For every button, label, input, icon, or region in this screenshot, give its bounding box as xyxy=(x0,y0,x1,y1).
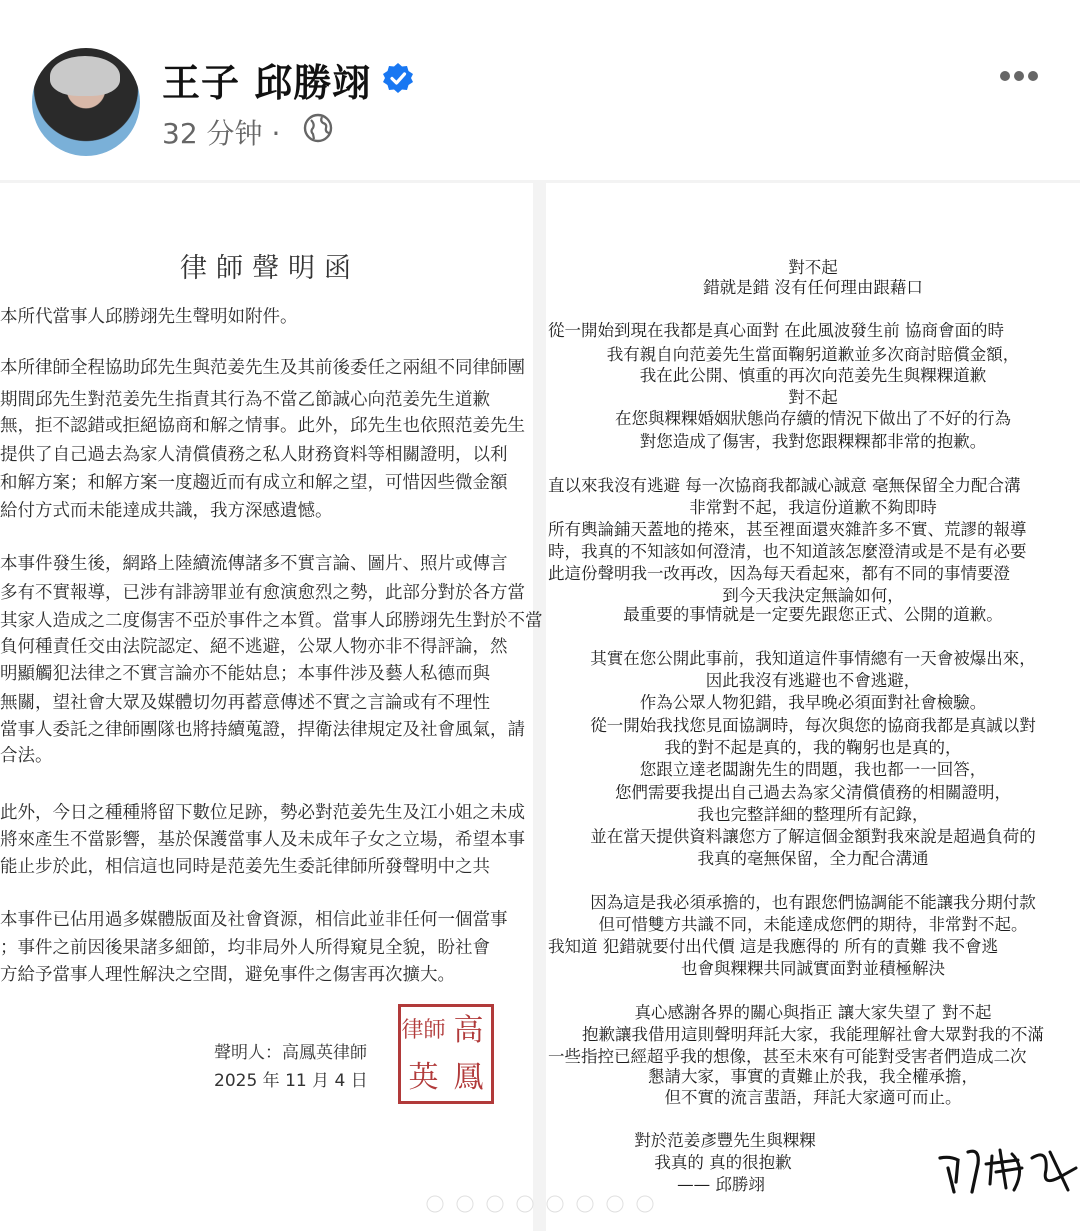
letter-line: 我在此公開、慎重的再次向范姜先生與粿粿道歉 xyxy=(639,366,987,385)
statement-line: 無，拒不認錯或拒絕協商和解之情事。此外，邱先生也依照范姜先生 xyxy=(0,416,525,436)
statement-line: 負何種責任交由法院認定、絕不逃避，公眾人物亦非不得評論，然 xyxy=(0,637,508,657)
post-time-text[interactable]: 32 分钟 xyxy=(162,117,263,150)
seal-char: 英 xyxy=(408,1059,439,1095)
statement-line: 多有不實報導，已涉有誹謗罪並有愈演愈烈之勢，此部分對於各方當 xyxy=(0,583,525,603)
verified-badge-icon xyxy=(382,62,414,94)
statement-line: 無關，望社會大眾及媒體切勿再蓄意傳述不實之言論或有不理性 xyxy=(0,693,490,713)
letter-line: 直以來我沒有逃避 每一次協商我都誠心誠意 毫無保留全力配合溝 xyxy=(548,476,1021,495)
letter-line: 從一開始我找您見面協調時，每次與您的協商我都是真誠以對 xyxy=(590,716,1036,735)
image-pagination-dots[interactable] xyxy=(415,1192,665,1216)
letter-line: 我的對不起是真的，我的鞠躬也是真的， xyxy=(664,738,962,757)
seal-char: 高 xyxy=(453,1012,484,1048)
letter-line: 非常對不起，我這份道歉不夠即時 xyxy=(689,498,937,517)
statement-line: 本事件發生後，網路上陸續流傳諸多不實言論、圖片、照片或傳言 xyxy=(0,554,508,574)
letter-line: 我知道 犯錯就要付出代價 這是我應得的 所有的責難 我不會逃 xyxy=(548,937,998,956)
letter-line: 我真的毫無保留，全力配合溝通 xyxy=(697,849,929,868)
letter-line: 從一開始到現在我都是真心面對 在此風波發生前 協商會面的時 xyxy=(548,321,1004,340)
statement-line: 提供了自己過去為家人清償債務之私人財務資料等相關證明，以利 xyxy=(0,445,508,465)
letter-line: 到今天我決定無論如何， xyxy=(722,586,904,605)
meta-separator: · xyxy=(271,117,281,150)
letter-line: 對不起 xyxy=(788,258,838,277)
letter-line: 錯就是錯 沒有任何理由跟藉口 xyxy=(703,278,923,297)
letter-line: 在您與粿粿婚姻狀態尚存續的情況下做出了不好的行為 xyxy=(615,409,1011,428)
statement-line: 本事件已佔用過多媒體版面及社會資源，相信此並非任何一個當事 xyxy=(0,910,508,930)
statement-line: 方給予當事人理性解決之空間，避免事件之傷害再次擴大。 xyxy=(0,965,455,985)
statement-line: 將來產生不當影響，基於保護當事人及未成年子女之立場，希望本事 xyxy=(0,830,525,850)
globe-icon xyxy=(302,112,334,144)
letter-line: 我也完整詳細的整理所有記錄， xyxy=(697,805,929,824)
avatar[interactable] xyxy=(32,48,140,156)
statement-line: 能止步於此，相信這也同時是范姜先生委託律師所發聲明中之共 xyxy=(0,857,490,877)
seal-char: 律師 xyxy=(401,1017,446,1043)
letter-line: 作為公眾人物犯錯，我早晚必須面對社會檢驗。 xyxy=(639,693,987,712)
letter-line: 對於范姜彥豐先生與粿粿 xyxy=(634,1131,816,1150)
letter-line: 時，我真的不知該如何澄清，也不知道該怎麼澄清或是不是有必要 xyxy=(548,542,1027,561)
letter-line: 但可惜雙方共識不同，未能達成您們的期待，非常對不起。 xyxy=(598,915,1028,934)
letter-line: 其實在您公開此事前，我知道這件事情總有一天會被爆出來， xyxy=(590,649,1036,668)
statement-line: 當事人委託之律師團隊也將持續蒐證，捍衛法律規定及社會風氣，請 xyxy=(0,720,525,740)
letter-line: 我真的 真的很抱歉 xyxy=(654,1153,792,1172)
statement-line: 給付方式而未能達成共識，我方深感遺憾。 xyxy=(0,501,333,521)
statement-line: 合法。 xyxy=(0,746,53,766)
letter-line: 但不實的流言蜚語，拜託大家適可而止。 xyxy=(664,1088,962,1107)
post-time[interactable] xyxy=(162,112,280,152)
letter-line: 因此我沒有逃避也不會逃避， xyxy=(705,671,921,690)
letter-line: 此這份聲明我一改再改，因為每天看起來，都有不同的事情要澄 xyxy=(548,564,1010,583)
letter-line: 也會與粿粿共同誠實面對並積極解決 xyxy=(681,959,945,978)
statement-line: 明顯觸犯法律之不實言論亦不能姑息；本事件涉及藝人私德而與 xyxy=(0,664,490,684)
seal-char: 鳳 xyxy=(453,1059,484,1095)
letter-line: 對不起 xyxy=(788,388,838,407)
lawyer-seal xyxy=(398,1004,494,1104)
letter-line: 所有輿論鋪天蓋地的捲來，甚至裡面還夾雜許多不實、荒謬的報導 xyxy=(548,520,1027,539)
statement-line: 期間邱先生對范姜先生指責其行為不當乙節誠心向范姜先生道歉 xyxy=(0,390,490,410)
letter-line: 因為這是我必須承擔的，也有跟您們協調能不能讓我分期付款 xyxy=(590,893,1036,912)
statement-date: 2025 年 11 月 4 日 xyxy=(214,1071,368,1091)
statement-title: 律師聲明函 xyxy=(180,253,360,284)
author-name[interactable]: 王子 邱勝翊 xyxy=(162,61,372,105)
letter-line: 真心感謝各界的關心與指正 讓大家失望了 對不起 xyxy=(634,1003,992,1022)
statement-signer: 聲明人：高鳳英律師 xyxy=(214,1043,367,1063)
letter-line: 您們需要我提出自己過去為家父清償債務的相關證明， xyxy=(615,783,1011,802)
letter-line: —— 邱勝翊 xyxy=(677,1175,765,1194)
letter-line: 對您造成了傷害，我對您跟粿粿都非常的抱歉。 xyxy=(639,432,987,451)
statement-line: ；事件之前因後果諸多細節，均非局外人所得窺見全貌，盼社會 xyxy=(0,938,490,958)
letter-line: 最重要的事情就是一定要先跟您正式、公開的道歉。 xyxy=(623,605,1003,624)
letter-line: 一些指控已經超乎我的想像，甚至未來有可能對受害者們造成二次 xyxy=(548,1047,1027,1066)
statement-line: 和解方案；和解方案一度趨近而有成立和解之望，可惜因些微金額 xyxy=(0,473,508,493)
statement-line: 此外，今日之種種將留下數位足跡，勢必對范姜先生及江小姐之未成 xyxy=(0,803,525,823)
statement-line: 本所代當事人邱勝翊先生聲明如附件。 xyxy=(0,307,298,327)
handwritten-signature xyxy=(930,1138,1080,1196)
letter-line: 您跟立達老闆謝先生的問題，我也都一一回答， xyxy=(639,760,987,779)
letter-line: 抱歉讓我借用這則聲明拜託大家，我能理解社會大眾對我的不滿 xyxy=(582,1025,1044,1044)
statement-line: 其家人造成之二度傷害不亞於事件之本質。當事人邱勝翊先生對於不當 xyxy=(0,611,543,631)
letter-line: 我有親自向范姜先生當面鞠躬道歉並多次商討賠償金額， xyxy=(606,345,1020,364)
letter-line: 懇請大家，事實的責難止於我，我全權承擔， xyxy=(648,1067,978,1086)
statement-line: 本所律師全程協助邱先生與范姜先生及其前後委任之兩組不同律師團 xyxy=(0,358,525,378)
apology-letter-text xyxy=(546,0,1080,1231)
letter-line: 並在當天提供資料讓您方了解這個金額對我來說是超過負荷的 xyxy=(590,827,1036,846)
